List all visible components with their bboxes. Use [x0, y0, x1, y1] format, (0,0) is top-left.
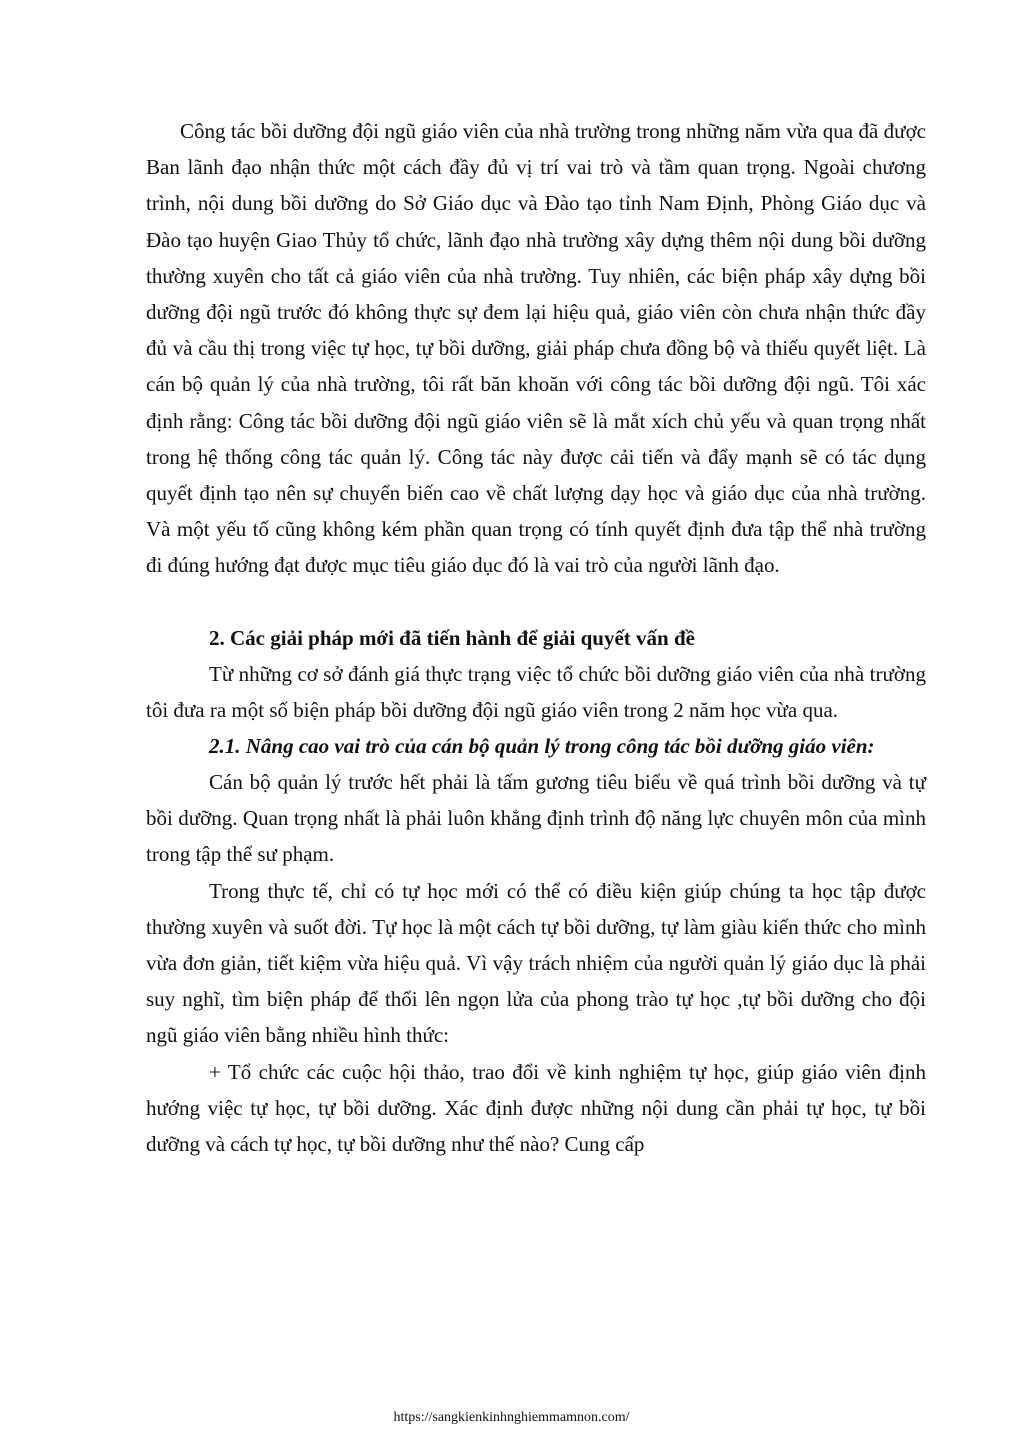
section-heading: 2. Các giải pháp mới đã tiến hành để giải quyết vấn đề — [209, 625, 695, 650]
paragraph-self-study: Trong thực tế, chỉ có tự học mới có thể có điều kiện giúp chúng ta học tập được thường xuyên và suốt đời. Tự học là một cách tự bồi dưỡng, tự làm giàu kiến thức cho mình vừa đơn giản, tiết kiệm vừa hiệu quả. Vì vậy trách nhiệm của người quản lý giáo dục là phải suy nghĩ, tìm biện pháp để thổi lên ngọn lửa của phong trào tự học ,tự bồi dưỡng cho đội ngũ giáo viên bằng nhiều hình thức: — [146, 878, 926, 1048]
subsection-heading: 2.1. Nâng cao vai trò của cán bộ quản lý trong công tác bồi dưỡng giáo viên: — [209, 734, 875, 759]
paragraph-solutions: Từ những cơ sở đánh giá thực trạng việc tổ chức bồi dưỡng giáo viên của nhà trường tôi đưa ra một số biện pháp bồi dưỡng đội ngũ giáo viên trong 2 năm học vừa qua. — [146, 661, 926, 722]
paragraph-workshops: + Tổ chức các cuộc hội thảo, trao đổi về kinh nghiệm tự học, giúp giáo viên định hướng việc tự học, tự bồi dưỡng. Xác định được những nội dung cần phải tự học, tự bồi dưỡng và cách tự học, tự bồi dưỡng như thế nào? Cung cấp — [146, 1059, 926, 1157]
paragraph-intro: Công tác bồi dưỡng đội ngũ giáo viên của nhà trường trong những năm vừa qua đã được Ban lãnh đạo nhận thức một cách đầy đủ vị trí vai trò và tầm quan trọng. Ngoài chương trình, nội dung bồi dưỡng do Sở Giáo dục và Đào tạo tỉnh Nam Định, Phòng Giáo dục và Đào tạo huyện Giao Thủy tổ chức, lãnh đạo nhà trường xây dựng thêm nội dung bồi dưỡng thường xuyên cho tất cả giáo viên của nhà trường. Tuy nhiên, các biện pháp xây dựng bồi dưỡng đội ngũ trước đó không thực sự đem lại hiệu quả, giáo viên còn chưa nhận thức đầy đủ và cầu thị trong việc tự học, tự bồi dưỡng, giải pháp chưa đồng bộ và thiếu quyết liệt. Là cán bộ quản lý của nhà trường, tôi rất băn khoăn với công tác bồi dưỡng đội ngũ. Tôi xác định rằng: Công tác bồi dưỡng đội ngũ giáo viên sẽ là mắt xích chủ yếu và quan trọng nhất trong hệ thống công tác quản lý. Công tác này được cải tiến và đẩy mạnh sẽ có tác dụng quyết định tạo nên sự chuyển biến cao về chất lượng dạy học và giáo dục của nhà trường. Và một yếu tố cũng không kém phần quan trọng có tính quyết định đưa tập thể nhà trường đi đúng hướng đạt được mục tiêu giáo dục đó là vai trò của người lãnh đạo. — [146, 119, 926, 578]
footer-url: https://sangkienkinhnghiemmamnon.com/ — [393, 1410, 630, 1425]
document-body — [146, 113, 926, 1162]
paragraph-manager-role: Cán bộ quản lý trước hết phải là tấm gương tiêu biểu về quá trình bồi dưỡng và tự bồi dưỡng. Quan trọng nhất là phải luôn khẳng định trình độ năng lực chuyên môn của mình trong tập thể sư phạm. — [146, 770, 926, 867]
